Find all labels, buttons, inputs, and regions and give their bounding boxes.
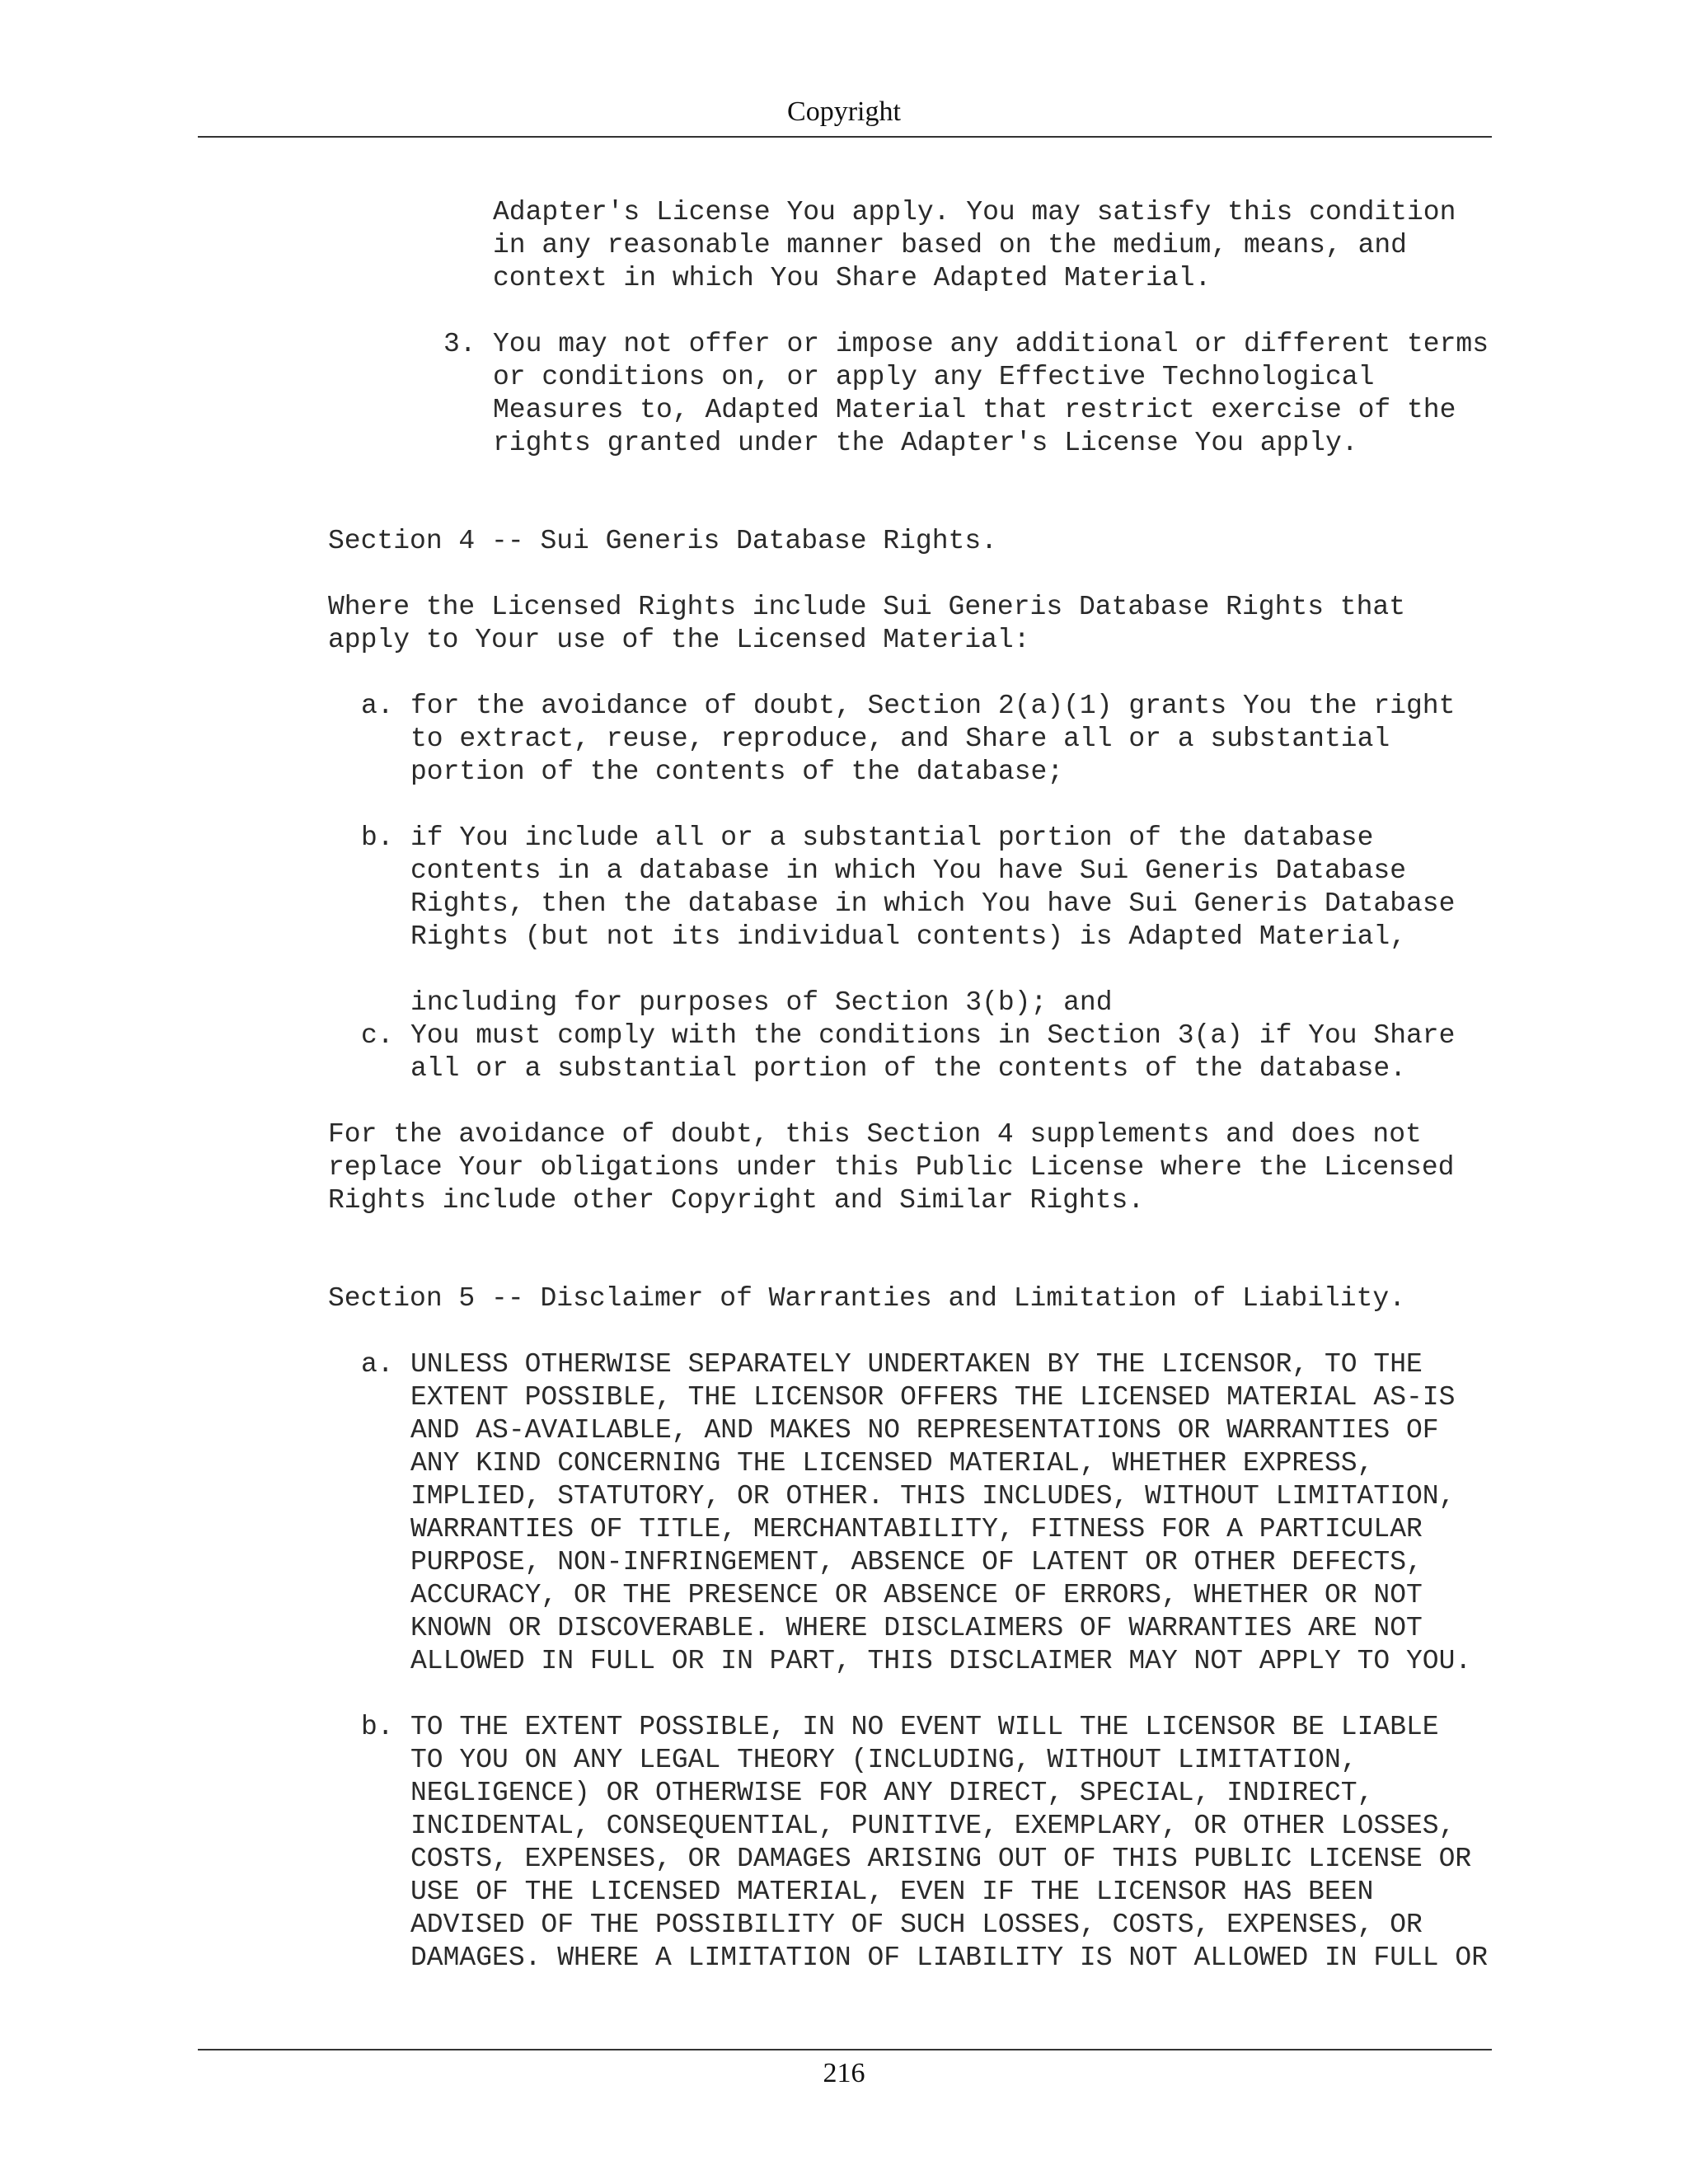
- text-line: including for purposes of Section 3(b); and: [410, 987, 1113, 1018]
- list-marker: 3.: [443, 329, 476, 359]
- text-line: ADVISED OF THE POSSIBILITY OF SUCH LOSSES, COSTS, EXPENSES, OR: [410, 1910, 1423, 1940]
- text-line: TO YOU ON ANY LEGAL THEORY (INCLUDING, WITHOUT LIMITATION,: [410, 1745, 1357, 1775]
- text-line: rights granted under the Adapter's License You apply.: [493, 428, 1358, 458]
- text-line: replace Your obligations under this Public License where the Licensed: [328, 1152, 1455, 1183]
- text-line: Adapter's License You apply. You may satisfy this condition: [493, 197, 1456, 227]
- text-line: Where the Licensed Rights include Sui Generis Database Rights that: [328, 592, 1406, 622]
- text-line: PURPOSE, NON-INFRINGEMENT, ABSENCE OF LATENT OR OTHER DEFECTS,: [410, 1547, 1423, 1577]
- text-line: AND AS-AVAILABLE, AND MAKES NO REPRESENTATIONS OR WARRANTIES OF: [410, 1415, 1439, 1446]
- text-line: USE OF THE LICENSED MATERIAL, EVEN IF THE LICENSOR HAS BEEN: [410, 1877, 1374, 1907]
- running-head-title: Copyright: [787, 96, 901, 127]
- text-line: WARRANTIES OF TITLE, MERCHANTABILITY, FITNESS FOR A PARTICULAR: [410, 1514, 1423, 1544]
- list-marker: b.: [361, 1712, 394, 1742]
- list-marker: a.: [361, 1349, 394, 1380]
- page-number: 216: [823, 2058, 865, 2088]
- list-marker: c.: [361, 1020, 394, 1051]
- text-line: ACCURACY, OR THE PRESENCE OR ABSENCE OF ERRORS, WHETHER OR NOT: [410, 1580, 1423, 1610]
- text-line: Rights, then the database in which You have Sui Generis Database: [410, 888, 1456, 919]
- text-line: ANY KIND CONCERNING THE LICENSED MATERIAL, WHETHER EXPRESS,: [410, 1448, 1374, 1479]
- text-line: DAMAGES. WHERE A LIMITATION OF LIABILITY IS NOT ALLOWED IN FULL OR: [410, 1943, 1489, 1973]
- text-line: contents in a database in which You have Sui Generis Database: [410, 855, 1406, 886]
- text-line: to extract, reuse, reproduce, and Share all or a substantial: [410, 724, 1390, 754]
- text-line: Rights include other Copyright and Similar Rights.: [328, 1185, 1145, 1216]
- text-line: if You include all or a substantial portion of the database: [410, 823, 1374, 853]
- text-line: for the avoidance of doubt, Section 2(a)(1) grants You the right: [410, 691, 1456, 721]
- text-line: EXTENT POSSIBLE, THE LICENSOR OFFERS THE LICENSED MATERIAL AS-IS: [410, 1382, 1456, 1413]
- text-line: apply to Your use of the Licensed Material:: [328, 625, 1030, 655]
- text-line: INCIDENTAL, CONSEQUENTIAL, PUNITIVE, EXEMPLARY, OR OTHER LOSSES,: [410, 1811, 1456, 1841]
- text-line: KNOWN OR DISCOVERABLE. WHERE DISCLAIMERS OF WARRANTIES ARE NOT: [410, 1613, 1423, 1643]
- text-line: portion of the contents of the database;: [410, 757, 1064, 787]
- text-line: You may not offer or impose any additional or different terms: [493, 329, 1489, 359]
- text-line: in any reasonable manner based on the medium, means, and: [493, 230, 1407, 260]
- text-line: ALLOWED IN FULL OR IN PART, THIS DISCLAIMER MAY NOT APPLY TO YOU.: [410, 1646, 1472, 1676]
- text-line: context in which You Share Adapted Material.: [493, 263, 1212, 293]
- section-heading: Section 5 -- Disclaimer of Warranties and Limitation of Liability.: [328, 1283, 1406, 1314]
- text-line: TO THE EXTENT POSSIBLE, IN NO EVENT WILL THE LICENSOR BE LIABLE: [410, 1712, 1439, 1742]
- text-line: COSTS, EXPENSES, OR DAMAGES ARISING OUT OF THIS PUBLIC LICENSE OR: [410, 1844, 1472, 1874]
- text-line: You must comply with the conditions in Section 3(a) if You Share: [410, 1020, 1456, 1051]
- list-marker: b.: [361, 823, 394, 853]
- text-line: Rights (but not its individual contents) is Adapted Material,: [410, 921, 1406, 952]
- text-line: Measures to, Adapted Material that restrict exercise of the: [493, 395, 1456, 425]
- text-line: all or a substantial portion of the contents of the database.: [410, 1053, 1406, 1084]
- section-heading: Section 4 -- Sui Generis Database Rights.: [328, 526, 997, 556]
- text-line: or conditions on, or apply any Effective Technological: [493, 362, 1375, 392]
- text-line: UNLESS OTHERWISE SEPARATELY UNDERTAKEN BY THE LICENSOR, TO THE: [410, 1349, 1423, 1380]
- text-line: IMPLIED, STATUTORY, OR OTHER. THIS INCLUDES, WITHOUT LIMITATION,: [410, 1481, 1456, 1511]
- list-marker: a.: [361, 691, 394, 721]
- text-line: For the avoidance of doubt, this Section 4 supplements and does not: [328, 1119, 1422, 1150]
- text-line: NEGLIGENCE) OR OTHERWISE FOR ANY DIRECT, SPECIAL, INDIRECT,: [410, 1778, 1374, 1808]
- footer-rule: [198, 2049, 1492, 2050]
